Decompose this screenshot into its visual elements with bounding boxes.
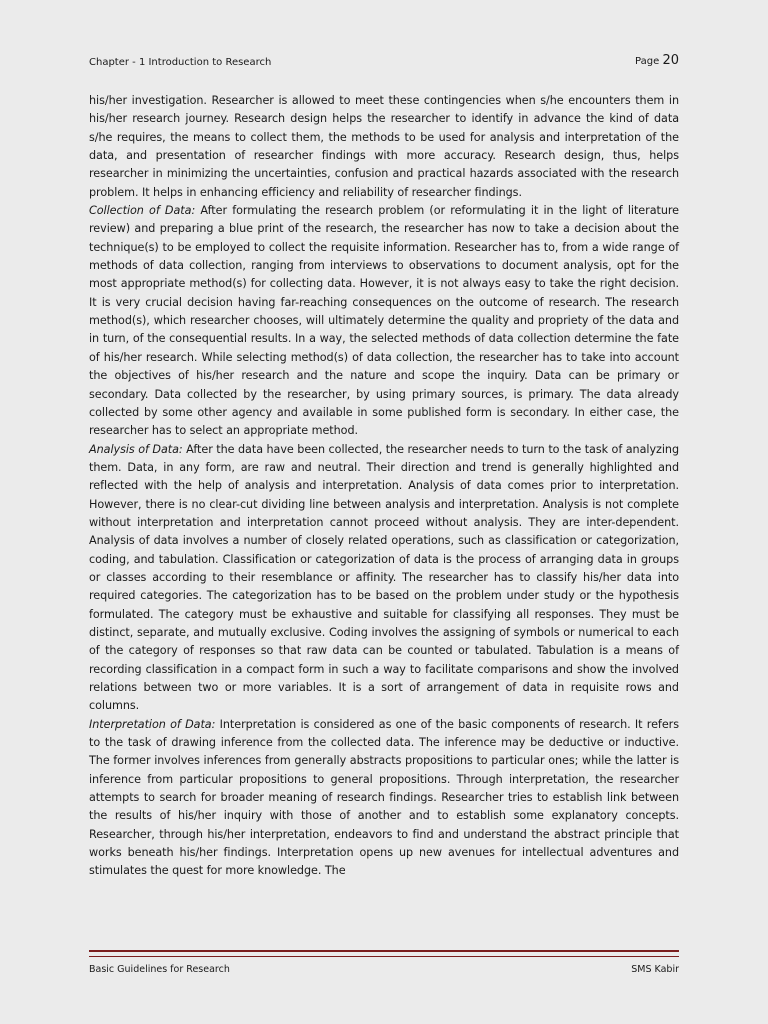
page-label: Page: [635, 56, 660, 67]
footer-author: SMS Kabir: [631, 964, 679, 975]
chapter-title: Chapter - 1 Introduction to Research: [89, 57, 272, 68]
paragraph-interpretation-of-data: [89, 716, 679, 881]
paragraph-text: After the data have been collected, the researcher needs to turn to the task of analyzing them. Data, in any form, are raw and neutral. Their direction and trend is generally highlighted and reflected with the help of analysis and interpretation. Analysis of data comes prior to interpretation. However, there is no clear-cut dividing line between analysis and interpretation. Analysis is not complete without interpretation and interpretation cannot proceed without analysis. They are inter-dependent. Analysis of data involves a number of closely related operations, such as classification or categorization, coding, and tabulation. Classification or categorization of data is the process of arranging data in groups or classes according to their resemblance or affinity. The researcher has to classify his/her data into required categories. The categorization has to be based on the problem under study or the hypothesis formulated. The category must be exhaustive and suitable for classifying all responses. They must be distinct, separate, and mutually exclusive. Coding involves the assigning of symbols or numerical to each of the category of responses so that raw data can be counted or tabulated. Tabulation is a means of recording classification in a compact form in such a way to facilitate comparisons and show the involved relations between two or more variables. It is a sort of arrangement of data in requisite rows and columns.: [89, 442, 679, 713]
paragraph-text: his/her investigation. Researcher is allowed to meet these contingencies when s/he encounters them in his/her research journey. Research design helps the researcher to identify in advance the kind of data s/he requires, the means to collect them, the methods to be used for analysis and interpretation of the data, and presentation of researcher findings with more accuracy. Research design, thus, helps researcher in minimizing the uncertainties, confusion and practical hazards associated with the research problem. It helps in enhancing efficiency and reliability of researcher findings.: [89, 94, 679, 199]
page-number-block: [635, 53, 679, 68]
paragraph-research-design: [89, 92, 679, 202]
section-heading-collection: Collection of Data:: [89, 204, 196, 218]
page-footer: [89, 964, 679, 975]
page-header: [89, 46, 679, 68]
body-text: [89, 92, 679, 881]
paragraph-collection-of-data: [89, 202, 679, 440]
paragraph-text: After formulating the research problem (or reformulating it in the light of literature review) and preparing a blue print of the research, the researcher has now to take a decision about the technique(s) to be employed to collect the requisite information. Researcher has to, from a wide range of methods of data collection, ranging from interviews to observations to document analysis, opt for the most appropriate method(s) for collecting data. However, it is not always easy to take the right decision. It is very crucial decision having far-reaching consequences on the outcome of research. The research method(s), which researcher chooses, will ultimately determine the quality and propriety of the data and in turn, of the consequential results. In a way, the selected methods of data collection determine the fate of his/her research. While selecting method(s) of data collection, the researcher has to take into account the objectives of his/her research and the nature and scope the inquiry. Data can be primary or secondary. Data collected by the researcher, by using primary sources, is primary. The data already collected by some other agency and available in some published form is secondary. In either case, the researcher has to select an appropriate method.: [89, 204, 680, 438]
footer-divider: [89, 950, 679, 957]
section-heading-interpretation: Interpretation of Data:: [89, 717, 216, 731]
page-number: 20: [662, 53, 679, 68]
footer-book-title: Basic Guidelines for Research: [89, 964, 230, 975]
paragraph-analysis-of-data: [89, 441, 679, 716]
section-heading-analysis: Analysis of Data:: [89, 442, 183, 456]
paragraph-text: Interpretation is considered as one of the basic components of research. It refers to the task of drawing inference from the collected data. The inference may be deductive or inductive. The former involves inferences from generally abstracts propositions to particular ones; while the latter is inference from particular propositions to general propositions. Through interpretation, the researcher attempts to search for broader meaning of research findings. Researcher tries to establish link between the results of his/her inquiry with those of another and to establish some explanatory concepts. Researcher, through his/her interpretation, endeavors to find and understand the abstract principle that works beneath his/her findings. Interpretation opens up new avenues for intellectual adventures and stimulates the quest for more knowledge. The: [89, 717, 679, 878]
